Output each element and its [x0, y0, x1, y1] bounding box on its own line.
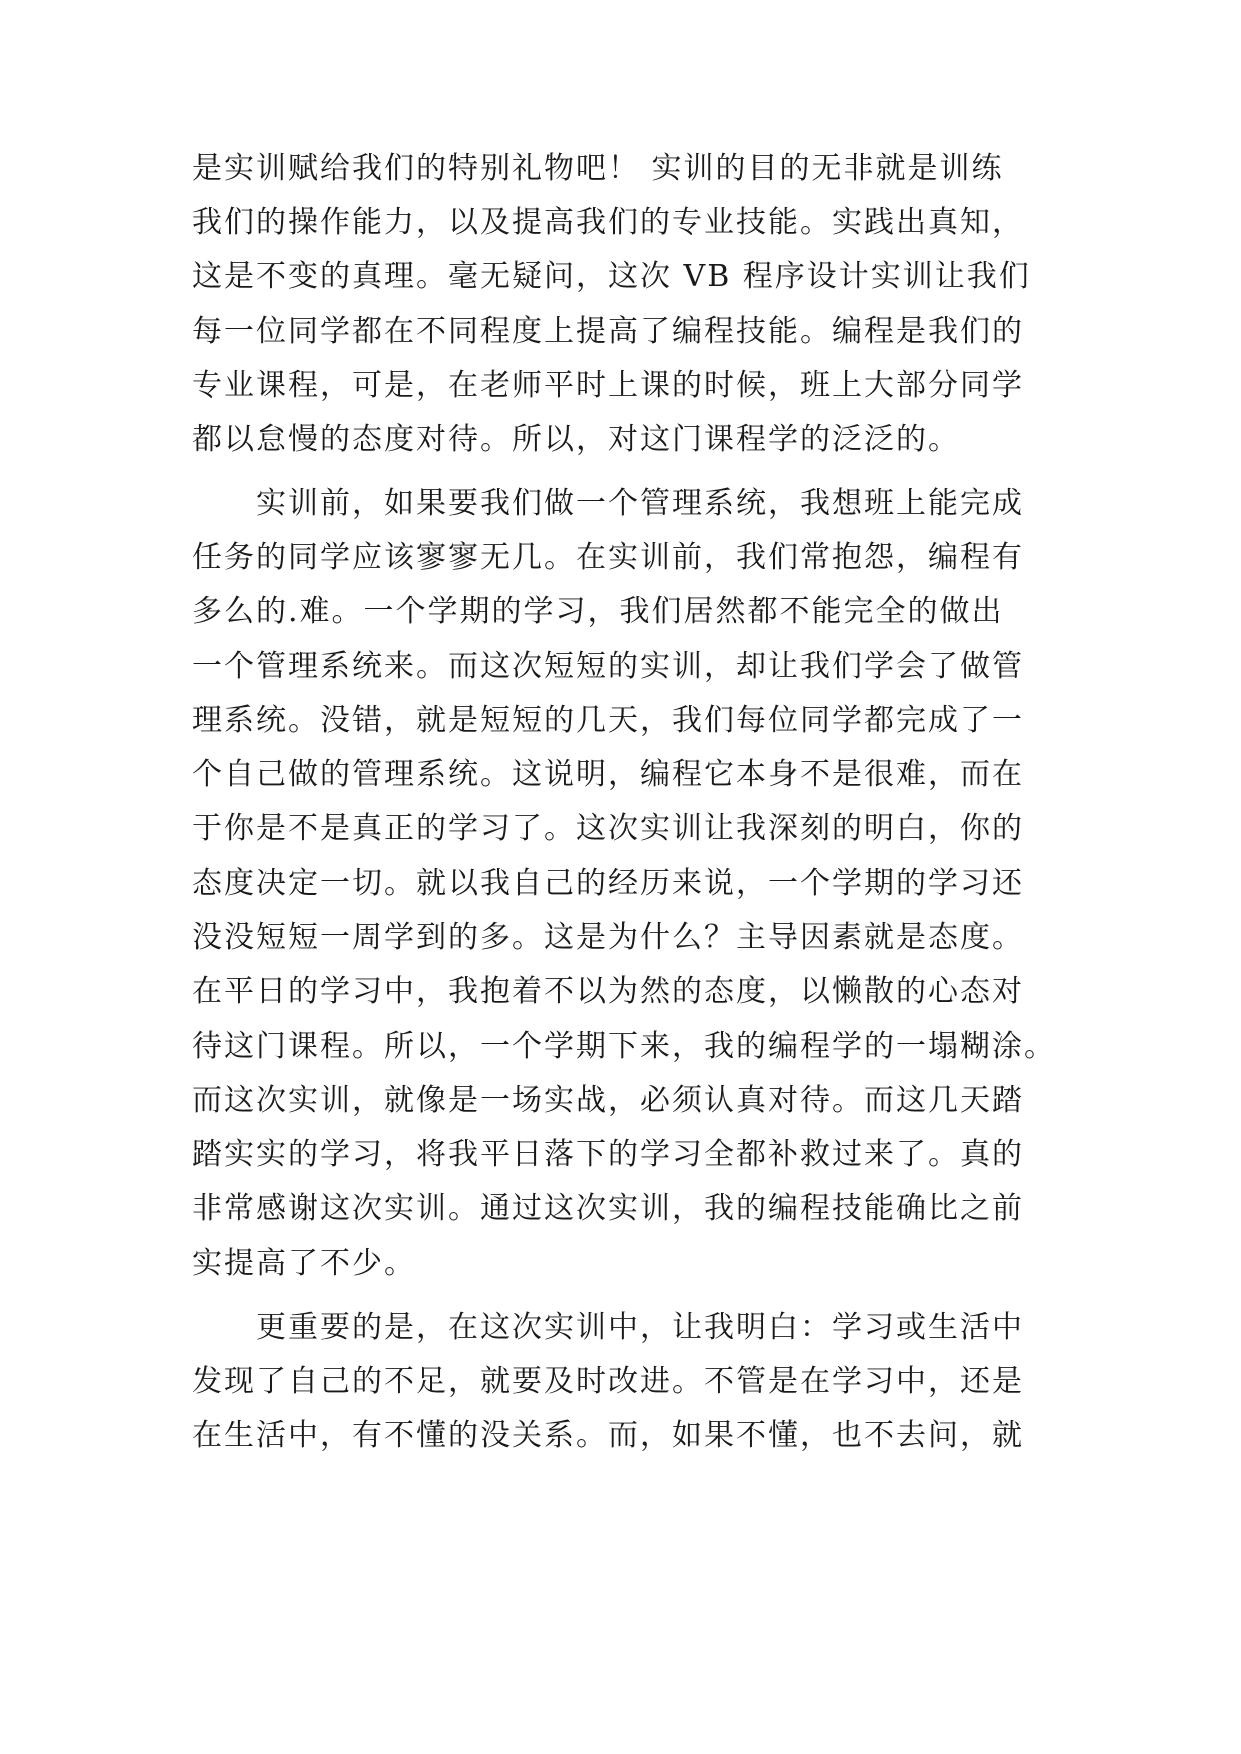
text-line: 待这门课程。所以，一个学期下来，我的编程学的一塌糊涂。	[192, 1029, 1056, 1064]
text-line: 而这次实训，就像是一场实战，必须认真对待。而这几天踏	[192, 1083, 1024, 1118]
text-line: 实训前，如果要我们做一个管理系统，我想班上能完成	[192, 486, 1024, 521]
text-line: 实提高了不少。	[192, 1246, 416, 1281]
text-line: 都以怠慢的态度对待。所以，对这门课程学的泛泛的。	[192, 422, 960, 457]
text-line: 更重要的是，在这次实训中，让我明白：学习或生活中	[192, 1310, 1024, 1345]
text-line: 是实训赋给我们的特别礼物吧！ 实训的目的无非就是训练	[192, 151, 1004, 186]
text-line: 专业课程，可是，在老师平时上课的时候，班上大部分同学	[192, 368, 1024, 403]
text-line: 这是不变的真理。毫无疑问，这次 VB 程序设计实训让我们	[192, 259, 1031, 294]
text-line: 每一位同学都在不同程度上提高了编程技能。编程是我们的	[192, 314, 1024, 349]
text-line: 态度决定一切。就以我自己的经历来说，一个学期的学习还	[192, 866, 1024, 901]
text-line: 没没短短一周学到的多。这是为什么？主导因素就是态度。	[192, 920, 1024, 955]
text-line: 我们的操作能力，以及提高我们的专业技能。实践出真知，	[192, 205, 1024, 240]
text-line: 理系统。没错，就是短短的几天，我们每位同学都完成了一	[192, 703, 1024, 738]
text-line: 一个管理系统来。而这次短短的实训，却让我们学会了做管	[192, 649, 1024, 684]
text-line: 踏实实的学习，将我平日落下的学习全都补救过来了。真的	[192, 1137, 1024, 1172]
text-line: 发现了自己的不足，就要及时改进。不管是在学习中，还是	[192, 1364, 1024, 1399]
text-line: 于你是不是真正的学习了。这次实训让我深刻的明白，你的	[192, 811, 1024, 846]
text-line: 个自己做的管理系统。这说明，编程它本身不是很难，而在	[192, 757, 1024, 792]
text-line: 任务的同学应该寥寥无几。在实训前，我们常抱怨，编程有	[192, 540, 1024, 575]
text-line: 非常感谢这次实训。通过这次实训，我的编程技能确比之前	[192, 1191, 1024, 1226]
text-line: 在平日的学习中，我抱着不以为然的态度，以懒散的心态对	[192, 974, 1024, 1009]
text-line: 在生活中，有不懂的没关系。而，如果不懂，也不去问，就	[192, 1418, 1024, 1453]
text-line: 多么的.难。一个学期的学习，我们居然都不能完全的做出	[192, 594, 1004, 629]
